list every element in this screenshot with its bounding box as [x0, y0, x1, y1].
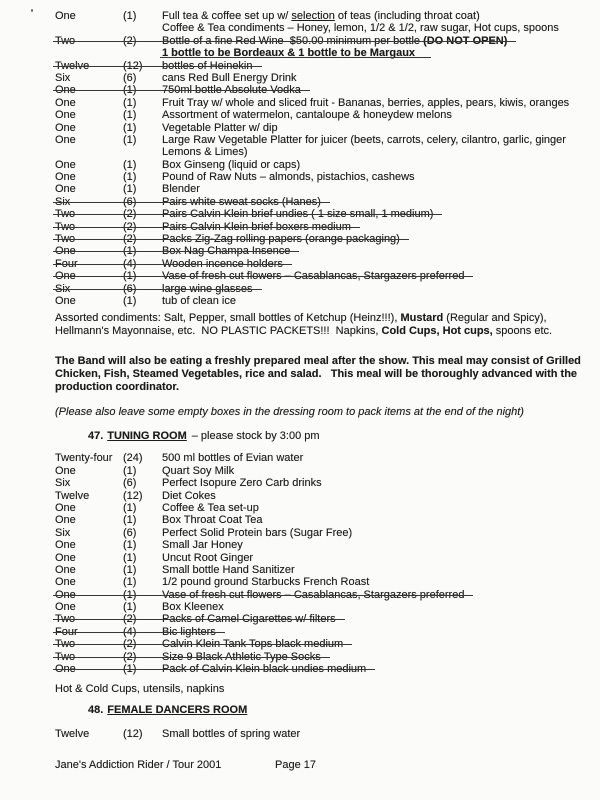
item-description: [162, 72, 297, 84]
item-description: [162, 35, 507, 47]
text-segment: Vase of fresh cut flowers – Casablancas, Stargazers preferred: [162, 588, 465, 601]
quantity-number: (1): [123, 183, 137, 196]
item-description: [162, 502, 259, 514]
text-segment: Fruit Tray w/ whole and sliced fruit - Bananas, berries, apples, pears, kiwis, oranges: [162, 96, 570, 109]
quantity-number: (12): [123, 728, 143, 741]
item-description: [162, 84, 301, 96]
text-segment: Assorted condiments: Salt, Pepper, small bottles of Ketchup (Heinz!!!),: [55, 312, 401, 325]
heading-title: TUNING ROOM: [107, 430, 187, 443]
quantity-word: Two: [55, 208, 76, 221]
quantity-number: (24): [123, 452, 143, 465]
quantity-word: One: [55, 96, 76, 109]
quantity-number: (1): [123, 158, 137, 171]
rider-item-row: [55, 477, 588, 489]
text-segment: Blender: [162, 183, 200, 196]
quantity-word: Six: [55, 195, 71, 208]
quantity-word: One: [55, 663, 76, 676]
scan-speck: [31, 9, 33, 12]
text-segment: Uncut Root Ginger: [162, 551, 254, 564]
item-description: [162, 109, 452, 121]
quantity-number: (6): [123, 477, 137, 490]
rider-item-row: [55, 502, 588, 514]
quantity-word: Two: [55, 638, 76, 651]
text-segment: Packs Zig-Zag rolling papers (orange packaging): [162, 233, 400, 246]
rider-item-row: [55, 613, 588, 625]
text-segment: (DO NOT OPEN): [423, 34, 508, 47]
quantity-word: Two: [55, 233, 76, 246]
text-segment: Mustard: [400, 312, 444, 325]
item-description: [162, 171, 415, 183]
quantity-number: (1): [123, 663, 137, 676]
rider-item-row: [55, 283, 588, 295]
quantity-number: (1): [123, 245, 137, 258]
quantity-number: (4): [123, 257, 137, 270]
condiments-paragraph: [55, 312, 588, 338]
item-description: [162, 245, 290, 257]
item-description: [162, 638, 343, 650]
quantity-word: Six: [55, 477, 71, 490]
rider-item-row: [55, 109, 588, 121]
quantity-number: (1): [123, 96, 137, 109]
item-description: [162, 589, 464, 601]
item-description: [162, 97, 569, 109]
text-segment: Packs of Camel Cigarettes w/ filters: [162, 613, 336, 626]
text-segment: The Band will also be eating a freshly prepared meal after the show. This meal may consist of Grilled: [55, 355, 581, 368]
quantity-number: (1): [123, 539, 137, 552]
text-segment: Diet Cokes: [162, 489, 216, 502]
text-segment: (Regular and Spicy),: [443, 312, 547, 325]
text-segment: Pairs white sweat socks (Hanes): [162, 195, 321, 208]
text-segment: Size 9 Black Athletic Type Socks: [162, 650, 321, 663]
section-heading-tuning-room: [55, 430, 588, 443]
item-description: [162, 552, 253, 564]
quantity-word: One: [55, 133, 76, 146]
text-segment: Lemons & Limes): [162, 146, 248, 159]
quantity-word: Twelve: [55, 728, 90, 741]
quantity-number: (1): [123, 84, 137, 97]
text-segment: Coffee & Tea condiments – Honey, lemon, 1/2 & 1/2, raw sugar, Hot cups, spoons: [162, 22, 559, 35]
text-segment: Small Jar Honey: [162, 539, 243, 552]
item-description: [162, 159, 300, 171]
item-description: [162, 270, 464, 282]
item-description: [162, 22, 559, 34]
item-description: [162, 258, 283, 270]
item-description: [162, 122, 278, 134]
text-segment: Cold Cups, Hot cups,: [381, 325, 493, 338]
rider-item-row: [55, 146, 588, 158]
quantity-number: (6): [123, 526, 137, 539]
text-segment: Coffee & Tea set-up: [162, 501, 259, 514]
heading-number: 47.: [88, 430, 104, 443]
rider-item-row: [55, 527, 588, 539]
text-segment: Quart Soy Milk: [162, 464, 235, 477]
item-description: [162, 514, 263, 526]
text-segment: 500 ml bottles of Evian water: [162, 452, 304, 465]
rider-item-row: [55, 452, 588, 464]
quantity-number: (1): [123, 576, 137, 589]
text-segment: of teas (including throat coat): [334, 10, 480, 22]
item-description: [162, 47, 415, 59]
quantity-number: (1): [123, 563, 137, 576]
quantity-word: Twenty-four: [55, 452, 113, 465]
rider-item-row: [55, 651, 588, 663]
text-segment: 1/2 pound ground Starbucks French Roast: [162, 576, 370, 589]
text-segment: Perfect Isopure Zero Carb drinks: [162, 477, 322, 490]
rider-item-row: [55, 490, 588, 502]
quantity-number: (1): [123, 133, 137, 146]
quantity-number: (1): [123, 501, 137, 514]
quantity-number: (1): [123, 601, 137, 614]
item-description: [162, 196, 321, 208]
rider-item-row: [55, 295, 588, 307]
quantity-number: (4): [123, 625, 137, 638]
quantity-number: (12): [123, 59, 143, 72]
quantity-number: (1): [123, 514, 137, 527]
quantity-word: Two: [55, 650, 76, 663]
item-description: [162, 539, 243, 551]
rider-item-row: [55, 171, 588, 183]
heading-number: 48.: [88, 704, 104, 717]
quantity-word: One: [55, 501, 76, 514]
item-description: [162, 283, 253, 295]
text-segment: Assortment of watermelon, cantaloupe & honeydew melons: [162, 109, 452, 122]
item-description: [162, 10, 480, 22]
quantity-number: (2): [123, 650, 137, 663]
text-segment: bottles of Heinekin: [162, 59, 253, 72]
rider-item-row: [55, 122, 588, 134]
quantity-number: (1): [123, 270, 137, 283]
item-description: [162, 134, 566, 146]
item-description: [162, 576, 369, 588]
rider-item-row: [55, 72, 588, 84]
quantity-number: (2): [123, 613, 137, 626]
rider-item-row: [55, 258, 588, 270]
quantity-word: Twelve: [55, 59, 90, 72]
rider-item-row: [55, 270, 588, 282]
quantity-word: Four: [55, 257, 78, 270]
rider-item-row: [55, 97, 588, 109]
rider-item-row: [55, 183, 588, 195]
quantity-word: One: [55, 10, 76, 22]
item-description: [162, 527, 352, 539]
heading-title: FEMALE DANCERS ROOM: [107, 704, 248, 717]
quantity-number: (6): [123, 71, 137, 84]
text-segment: Perfect Solid Protein bars (Sugar Free): [162, 526, 353, 539]
quantity-number: (12): [123, 489, 143, 502]
text-segment: tub of clean ice: [162, 294, 236, 307]
quantity-word: One: [55, 183, 76, 196]
quantity-number: (2): [123, 233, 137, 246]
quantity-word: One: [55, 84, 76, 97]
rider-item-row: [55, 60, 588, 72]
text-segment: Small bottle Hand Sanitizer: [162, 563, 295, 576]
rider-item-row: [55, 196, 588, 208]
rider-item-row: [55, 638, 588, 650]
text-segment: production coordinator.: [55, 381, 180, 394]
rider-item-row: [55, 465, 588, 477]
item-description: [162, 233, 400, 245]
text-segment: 1 bottle to be Bordeaux & 1 bottle to be Margaux: [162, 47, 416, 60]
quantity-word: One: [55, 171, 76, 184]
quantity-word: Six: [55, 71, 71, 84]
item-description: [162, 626, 216, 638]
text-segment: Bottle of a fine Red Wine $50.00 minimum per bottle: [162, 34, 424, 47]
quantity-number: (1): [123, 121, 137, 134]
tuning-room-list: [55, 452, 588, 675]
rider-item-row: [55, 626, 588, 638]
footer-document-title: Jane's Addiction Rider / Tour 2001: [55, 758, 222, 771]
text-segment: Box Throat Coat Tea: [162, 514, 263, 527]
rider-item-row: [55, 47, 588, 59]
item-description: [162, 477, 322, 489]
band-meal-paragraph: [55, 355, 588, 394]
quantity-number: (1): [123, 10, 137, 22]
item-description: [162, 452, 303, 464]
text-segment: large wine glasses: [162, 282, 253, 295]
quantity-number: (6): [123, 282, 137, 295]
rider-item-row: [55, 589, 588, 601]
text-segment: spoons etc.: [492, 325, 553, 338]
quantity-number: (2): [123, 34, 137, 47]
item-description: [162, 295, 236, 307]
text-segment: Chicken, Fish, Steamed Vegetables, rice and salad. This meal will be thoroughly advanced with the: [55, 368, 578, 381]
rider-item-row: [55, 35, 588, 47]
item-description: [162, 564, 295, 576]
text-segment: Box Ginseng (liquid or caps): [162, 158, 301, 171]
rider-item-row: [55, 601, 588, 613]
quantity-word: One: [55, 563, 76, 576]
item-description: [162, 208, 433, 220]
quantity-number: (1): [123, 588, 137, 601]
rider-item-row: [55, 514, 588, 526]
quantity-word: Two: [55, 613, 76, 626]
quantity-number: (2): [123, 220, 137, 233]
quantity-word: One: [55, 294, 76, 307]
item-description: [162, 490, 216, 502]
quantity-word: One: [55, 539, 76, 552]
quantity-word: Four: [55, 625, 78, 638]
text-segment: Full tea & coffee set up w/: [162, 10, 292, 22]
quantity-word: Two: [55, 220, 76, 233]
text-segment: Large Raw Vegetable Platter for juicer (beets, carrots, celery, cilantro, garlic, ginger: [162, 133, 566, 146]
text-segment: Calvin Klein Tank Tops black medium: [162, 638, 344, 651]
text-segment: 750ml bottle Absolute Vodka: [162, 84, 301, 97]
quantity-number: (1): [123, 294, 137, 307]
rider-item-row: [55, 134, 588, 146]
text-segment: Wooden incence holders: [162, 257, 283, 270]
quantity-number: (2): [123, 208, 137, 221]
text-segment: Vase of fresh cut flowers – Casablancas, Stargazers preferred: [162, 270, 465, 283]
quantity-number: (1): [123, 464, 137, 477]
text-segment: Box Kleenex: [162, 601, 224, 614]
quantity-number: (6): [123, 195, 137, 208]
text-segment: Pairs Calvin Klein brief undies ( 1 size small, 1 medium): [162, 208, 434, 221]
text-segment: Box Nag Champa Insence: [162, 245, 291, 258]
text-segment: Pound of Raw Nuts – almonds, pistachios, cashews: [162, 171, 415, 184]
footer-page-number: Page 17: [275, 758, 316, 771]
text-segment: Pairs Calvin Klein brief boxers medium: [162, 220, 351, 233]
hot-cold-cups-line: Hot & Cold Cups, utensils, napkins: [55, 683, 225, 696]
item-description: [162, 465, 234, 477]
rider-item-row: [55, 221, 588, 233]
item-description: [162, 651, 321, 663]
text-segment: selection: [291, 10, 335, 22]
quantity-number: (1): [123, 551, 137, 564]
quantity-word: One: [55, 121, 76, 134]
empty-boxes-note: (Please also leave some empty boxes in the dressing room to pack items at the end of the night): [55, 406, 524, 419]
quantity-word: Six: [55, 526, 71, 539]
quantity-word: One: [55, 270, 76, 283]
item-description: [162, 601, 224, 613]
rider-item-row: [55, 208, 588, 220]
item-description: [162, 221, 351, 233]
text-segment: Small bottles of spring water: [162, 728, 301, 741]
text-segment: Bic lighters: [162, 625, 216, 638]
rider-item-row: [55, 663, 588, 675]
page-footer: [55, 759, 588, 772]
item-description: [162, 60, 253, 72]
quantity-word: One: [55, 576, 76, 589]
rider-item-row: [55, 233, 588, 245]
rider-item-row: [55, 159, 588, 171]
rider-item-row: [55, 552, 588, 564]
rider-item-row: [55, 728, 588, 740]
rider-item-row: [55, 539, 588, 551]
quantity-number: (1): [123, 171, 137, 184]
rider-item-row: [55, 22, 588, 34]
quantity-word: Six: [55, 282, 71, 295]
dressing-room-list: [55, 10, 588, 307]
quantity-word: Twelve: [55, 489, 90, 502]
quantity-word: One: [55, 551, 76, 564]
section-heading-female-dancers-room: [55, 704, 588, 717]
rider-item-row: [55, 10, 588, 22]
quantity-number: (1): [123, 109, 137, 122]
quantity-word: One: [55, 158, 76, 171]
dancers-room-list: [55, 728, 588, 740]
quantity-word: Two: [55, 34, 76, 47]
text-segment: Vegetable Platter w/ dip: [162, 121, 278, 134]
quantity-word: One: [55, 245, 76, 258]
item-description: [162, 728, 300, 740]
rider-item-row: [55, 564, 588, 576]
item-description: [162, 613, 336, 625]
rider-item-row: [55, 84, 588, 96]
item-description: [162, 146, 248, 158]
text-segment: Pack of Calvin Klein black undies medium: [162, 663, 367, 676]
quantity-number: (2): [123, 638, 137, 651]
quantity-word: One: [55, 588, 76, 601]
item-description: [162, 663, 366, 675]
quantity-word: One: [55, 464, 76, 477]
quantity-word: One: [55, 109, 76, 122]
text-segment: Hellmann's Mayonnaise, etc. NO PLASTIC PACKETS!!! Napkins,: [55, 325, 382, 338]
quantity-word: One: [55, 601, 76, 614]
quantity-word: One: [55, 514, 76, 527]
rider-item-row: [55, 245, 588, 257]
heading-suffix: – please stock by 3:00 pm: [191, 430, 320, 443]
text-segment: cans Red Bull Energy Drink: [162, 71, 297, 84]
item-description: [162, 183, 200, 195]
rider-item-row: [55, 576, 588, 588]
